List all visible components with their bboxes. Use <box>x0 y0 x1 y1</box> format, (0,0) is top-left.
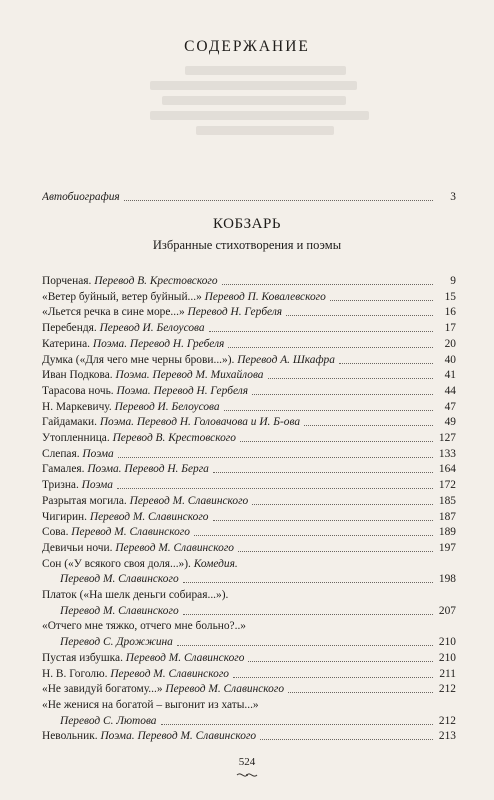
toc-entry[interactable] <box>42 714 456 728</box>
page-title: СОДЕРЖАНИЕ <box>184 38 310 55</box>
toc-leader-dots <box>209 331 433 332</box>
toc-entry[interactable] <box>42 635 456 649</box>
toc-entry[interactable] <box>42 651 456 665</box>
toc-entry-text <box>42 541 234 555</box>
toc-entry[interactable] <box>42 290 456 304</box>
toc-entry-translator: Перевод В. Крестовского <box>109 432 236 444</box>
toc-entry[interactable] <box>42 384 456 398</box>
toc-leader-dots <box>233 677 433 678</box>
toc-entry-translator: Перевод И. Белоусова <box>96 322 205 335</box>
toc-entry[interactable] <box>42 321 456 335</box>
toc-page-number: 41 <box>444 369 456 382</box>
toc-page-number: 213 <box>438 730 456 743</box>
toc-entry-text <box>42 589 228 601</box>
toc-leader-dots <box>304 425 433 426</box>
toc-entry-title: Девичьи ночи. <box>42 541 113 554</box>
toc-entry[interactable] <box>42 415 456 429</box>
toc-entry-text <box>42 400 220 414</box>
toc-entry-text <box>42 667 229 681</box>
toc-leader-dots <box>161 724 433 725</box>
toc-entry-text <box>42 525 190 539</box>
toc-page-number: 164 <box>438 463 456 476</box>
toc-leader-dots <box>288 692 433 693</box>
toc-leader-dots <box>238 551 433 552</box>
toc-page-number: 20 <box>444 337 456 350</box>
toc-entry-title: Разрытая могила. <box>42 494 127 507</box>
toc-entry-text <box>42 415 300 429</box>
toc-entry-autobiography[interactable] <box>42 190 456 204</box>
toc-page-number: 212 <box>438 683 456 696</box>
toc-entry-title: Н. Маркевичу. <box>42 400 112 413</box>
section-title: КОБЗАРЬ <box>213 216 281 232</box>
toc-entry-title: Гамалея. <box>42 463 85 476</box>
toc-entry-title: «Не женися на богатой – выгонит из хаты...» <box>42 698 259 711</box>
toc-entry[interactable] <box>42 478 456 492</box>
toc-entry-title: Тарасова ночь. <box>42 384 114 397</box>
toc-entry-text <box>60 604 179 618</box>
section-subtitle: Избранные стихотворения и поэмы <box>152 238 342 252</box>
toc-page-number: 133 <box>438 447 456 460</box>
toc-page-number: 211 <box>439 667 456 680</box>
toc-entry-translator: Перевод М. Славинского <box>162 683 285 696</box>
toc-entry-title: Сова. <box>42 526 69 539</box>
toc-entry-title: Автобиография <box>42 191 120 203</box>
toc-page-number: 16 <box>444 306 456 319</box>
toc-entry-title: Сон («У всякого своя доля...»). <box>42 557 191 570</box>
toc-leader-dots <box>240 441 433 442</box>
toc-page-number: 210 <box>438 651 456 664</box>
toc-entry[interactable] <box>42 604 456 618</box>
toc-entry-text <box>42 353 335 367</box>
toc-page-number: 212 <box>438 714 456 727</box>
toc-entry-title: Платок («На шелк деньги собирая...»). <box>42 589 229 601</box>
toc-entry[interactable] <box>42 400 456 414</box>
toc-entry[interactable] <box>42 667 456 681</box>
toc-entry-title: «Отчего мне тяжко, отчего мне больно?..» <box>42 620 247 633</box>
toc-page-number: 9 <box>450 275 456 287</box>
toc-entry-title: Думка («Для чего мне черны брови...»). <box>42 353 235 366</box>
toc-entry[interactable] <box>42 462 456 476</box>
toc-entry-text <box>42 478 113 492</box>
toc-entry[interactable] <box>42 337 456 351</box>
toc-entry-title: Иван Подкова. <box>42 369 113 382</box>
toc-leader-dots <box>268 378 434 379</box>
page-number: 524 <box>238 756 256 768</box>
toc-page-number: 47 <box>444 400 456 413</box>
toc-leader-dots <box>339 363 433 364</box>
toc-entry[interactable] <box>42 588 228 602</box>
toc-entry-translator: Поэма. Перевод М. Славинского <box>97 730 257 743</box>
toc-leader-dots <box>177 645 433 646</box>
toc-entry-translator: Перевод П. Ковалевского <box>201 290 326 303</box>
toc-entry[interactable] <box>42 572 456 586</box>
toc-entry-text <box>42 290 326 304</box>
toc-entry-title: Пустая избушка. <box>42 651 123 664</box>
toc-entry-translator: Перевод М. Славинского <box>122 651 245 664</box>
toc-entry-translator: Поэма. Перевод М. Михайлова <box>112 369 264 382</box>
toc-leader-dots <box>228 347 433 348</box>
toc-leader-dots <box>248 661 433 662</box>
toc-entry-translator: Поэма. Перевод Н. Гербеля <box>113 384 249 397</box>
toc-entry-text <box>42 729 256 743</box>
toc-entry-translator: Перевод В. Крестовского <box>91 275 218 287</box>
toc-entry-translator: Поэма <box>78 479 113 492</box>
bleed-through-shadow <box>150 60 380 170</box>
toc-entry[interactable] <box>42 353 456 367</box>
toc-entry[interactable] <box>42 431 456 445</box>
toc-entry-text <box>42 510 209 524</box>
toc-page-number: 197 <box>438 541 456 554</box>
toc-page-number: 40 <box>444 353 456 366</box>
toc-entry-title: Гайдамаки. <box>42 416 97 429</box>
toc-entry-text <box>42 368 264 382</box>
toc-entry-translator: Перевод И. Белоусова <box>111 400 220 413</box>
toc-entry-translator: Поэма. Перевод Н. Гребеля <box>90 337 225 350</box>
toc-leader-dots <box>183 582 433 583</box>
toc-entry-translator: Перевод М. Славинского <box>87 510 209 523</box>
toc-entry-title: «Не завидуй богатому...» <box>42 683 163 696</box>
toc-page-number: 207 <box>438 604 456 617</box>
toc-leader-dots <box>183 614 433 615</box>
toc-entry-text <box>42 321 205 335</box>
toc-page-number: 15 <box>444 290 456 303</box>
toc-entry-text <box>42 699 259 711</box>
toc-leader-dots <box>252 394 433 395</box>
toc-entry-title: Невольник. <box>42 730 98 743</box>
toc-leader-dots <box>286 315 433 316</box>
toc-entry[interactable] <box>42 494 456 508</box>
toc-entry-translator: Перевод Н. Гербеля <box>184 306 283 319</box>
toc-entry-text <box>42 462 209 476</box>
toc-entry-translator: Перевод М. Славинского <box>107 667 229 680</box>
toc-entry-translator: Перевод А. Шкафра <box>234 353 335 366</box>
toc-entry[interactable] <box>42 541 456 555</box>
toc-page-number: 185 <box>438 494 456 507</box>
toc-entry-title: Тризна. <box>42 479 79 492</box>
toc-entry[interactable] <box>42 698 259 712</box>
toc-entry-translator: Перевод С. Лютова <box>60 714 157 727</box>
toc-page-number: 189 <box>438 526 456 539</box>
toc-entry-translator: Перевод М. Славинского <box>60 604 179 617</box>
toc-entry-title: «Льется речка в сине море...» <box>42 306 185 319</box>
toc-leader-dots <box>222 284 433 285</box>
toc-page-number: 198 <box>438 573 456 586</box>
toc-leader-dots <box>224 410 433 411</box>
toc-entry-title: Перебендя. <box>42 322 97 335</box>
toc-page-number: 49 <box>444 416 456 429</box>
ornament-icon <box>235 771 259 779</box>
toc-leader-dots <box>330 300 433 301</box>
toc-leader-dots <box>124 200 433 201</box>
toc-leader-dots <box>252 504 433 505</box>
toc-entry-translator: Перевод М. Славинского <box>60 573 179 586</box>
toc-leader-dots <box>117 488 433 489</box>
toc-entry-title: Порченая. <box>42 275 92 287</box>
toc-entry[interactable] <box>42 682 456 696</box>
toc-entry-text <box>60 714 157 728</box>
toc-leader-dots <box>194 535 433 536</box>
toc-page-number: 127 <box>438 432 456 444</box>
toc-leader-dots <box>213 520 433 521</box>
toc-entry-translator: Поэма <box>79 447 114 460</box>
toc-entry-translator: Поэма. Перевод Н. Головачова и И. Б-ова <box>96 416 301 429</box>
toc-entry-text <box>42 447 114 461</box>
toc-page-number: 187 <box>438 510 456 523</box>
toc-entry[interactable] <box>42 274 456 288</box>
toc-entry-title: Утопленница. <box>42 432 110 444</box>
toc-entry-text <box>42 494 248 508</box>
toc-entry[interactable] <box>42 305 456 319</box>
toc-entry-translator: Поэма. Перевод Н. Берга <box>84 463 209 476</box>
toc-leader-dots <box>260 739 433 740</box>
toc-entry-text <box>42 682 284 696</box>
toc-entry-text <box>60 635 173 649</box>
toc-page-number: 3 <box>450 191 456 203</box>
toc-page-number: 172 <box>438 479 456 492</box>
toc-entry-translator: Перевод М. Славинского <box>68 526 190 539</box>
toc-page-number: 44 <box>444 384 456 397</box>
toc-entry[interactable] <box>42 619 246 633</box>
toc-entry[interactable] <box>42 447 456 461</box>
toc-entry-text <box>42 305 282 319</box>
toc-entry-text <box>42 384 248 398</box>
toc-entry[interactable] <box>42 525 456 539</box>
toc-entry-text <box>42 651 244 665</box>
toc-entry-translator: Перевод М. Славинского <box>112 541 234 554</box>
toc-leader-dots <box>118 457 433 458</box>
toc-entry[interactable] <box>42 368 456 382</box>
toc-entry-translator: Перевод С. Дрожжина <box>60 636 173 649</box>
toc-entry-text <box>42 274 218 288</box>
toc-entry-text <box>42 620 246 632</box>
toc-leader-dots <box>213 472 433 473</box>
toc-entry-text <box>60 572 179 586</box>
toc-entry-translator: Перевод М. Славинского <box>126 494 249 507</box>
toc-entry[interactable] <box>42 510 456 524</box>
toc-entry-text <box>42 431 236 445</box>
toc-entry[interactable] <box>42 557 238 571</box>
toc-entry-title: «Ветер буйный, ветер буйный...» <box>42 290 202 303</box>
toc-entry[interactable] <box>42 729 456 743</box>
toc-entry-title: Катерина. <box>42 337 91 350</box>
toc-entry-title: Чигирин. <box>42 510 88 523</box>
toc-page-number: 210 <box>438 636 456 649</box>
toc-entry-translator: Комедия. <box>190 557 238 570</box>
toc-page-number: 17 <box>444 322 456 335</box>
toc-entry-title: Н. В. Гоголю. <box>42 667 108 680</box>
toc-entry-text <box>42 337 224 351</box>
toc-entry-text <box>42 558 238 570</box>
toc-entry-title: Слепая. <box>42 447 80 460</box>
